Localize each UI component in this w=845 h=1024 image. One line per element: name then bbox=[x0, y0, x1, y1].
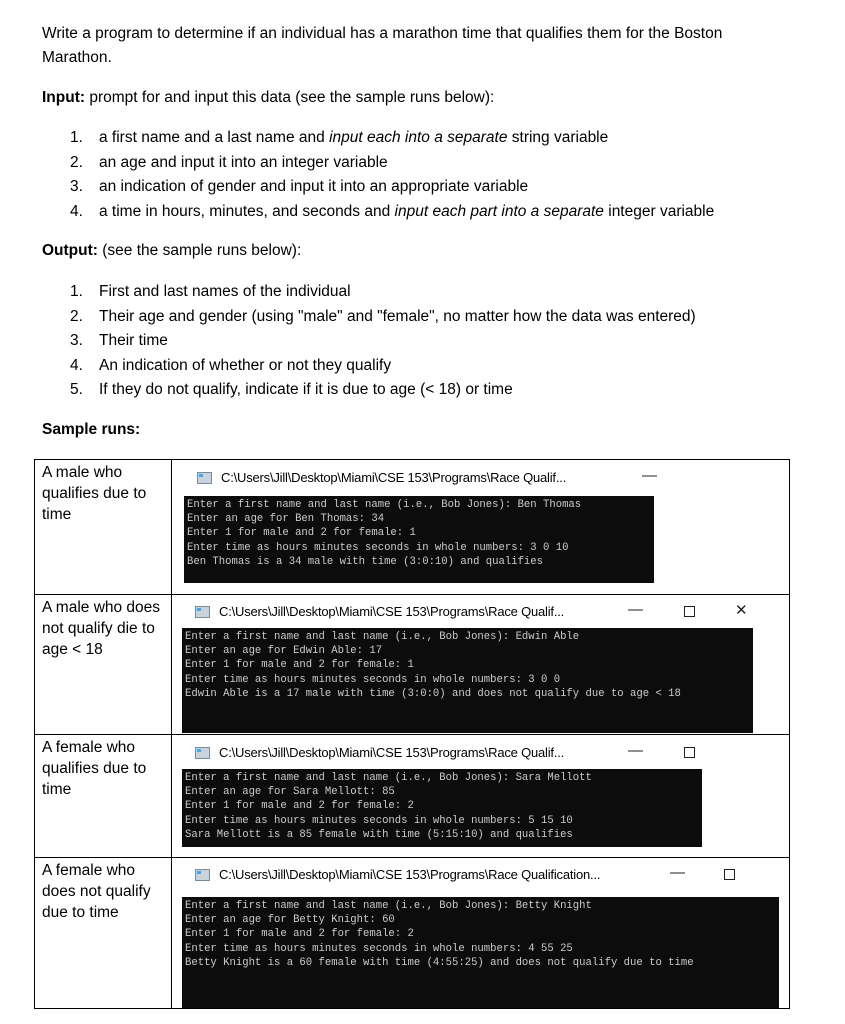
maximize-button[interactable] bbox=[724, 869, 735, 880]
intro-paragraph bbox=[42, 22, 812, 70]
close-button[interactable]: ✕ bbox=[735, 602, 748, 619]
intro-line-2: Marathon. bbox=[42, 49, 112, 66]
maximize-button[interactable] bbox=[684, 747, 695, 758]
table-row bbox=[35, 735, 789, 858]
list-item: 4. An indication of whether or not they qualify bbox=[70, 356, 392, 374]
list-item: 3. an indication of gender and input it into an appropriate variable bbox=[70, 178, 529, 195]
window-titlebar bbox=[184, 461, 657, 494]
console-window bbox=[182, 595, 788, 733]
console-output: Enter a first name and last name (i.e., Bob Jones): Ben Thomas Enter an age for Ben Thomas: 34 Enter 1 for male and 2 for female: 1 Enter time as hours minutes seconds in whole numbers: 3 0 10 Ben Thomas is a 34 male with time (3:0:10) and qualifies bbox=[184, 496, 654, 583]
window-titlebar bbox=[182, 595, 788, 628]
table-row bbox=[35, 595, 789, 735]
table-row bbox=[35, 858, 789, 1009]
list-item: 2. Their age and gender (using "male" and "female", no matter how the data was entered) bbox=[70, 307, 696, 325]
list-item: 1. a first name and a last name and input each into a separate string variable bbox=[70, 129, 609, 146]
list-item: 3. Their time bbox=[70, 332, 168, 349]
console-window bbox=[182, 736, 702, 847]
console-window bbox=[184, 461, 657, 583]
output-label: Output: bbox=[42, 242, 98, 259]
window-title: C:\Users\Jill\Desktop\Miami\CSE 153\Programs\Race Qualification... bbox=[219, 867, 601, 882]
list-item: 2. an age and input it into an integer variable bbox=[70, 153, 388, 171]
console-output: Enter a first name and last name (i.e., Bob Jones): Sara Mellott Enter an age for Sara Mellott: 85 Enter 1 for male and 2 for female: 2 Enter time as hours minutes seconds in whole numbers: 5 15 10 Sara Mellott is a 85 female with time (5:15:10) and qualifies bbox=[182, 769, 702, 847]
minimize-button[interactable]: — bbox=[642, 467, 657, 484]
sample-label: A male who does not qualify die to age < 18 bbox=[35, 595, 172, 734]
table-row bbox=[35, 460, 789, 595]
list-item: 5. If they do not qualify, indicate if it is due to age (< 18) or time bbox=[70, 381, 513, 398]
sample-label: A male who qualifies due to time bbox=[35, 460, 172, 594]
console-app-icon bbox=[195, 606, 210, 618]
window-title: C:\Users\Jill\Desktop\Miami\CSE 153\Programs\Race Qualif... bbox=[219, 745, 565, 760]
console-app-icon bbox=[197, 472, 212, 484]
console-app-icon bbox=[195, 747, 210, 759]
input-description: prompt for and input this data (see the sample runs below): bbox=[85, 89, 495, 106]
sample-label: A female who qualifies due to time bbox=[35, 735, 172, 857]
console-app-icon bbox=[195, 869, 210, 881]
console-window bbox=[182, 858, 789, 1008]
output-heading bbox=[42, 242, 301, 260]
list-item: 1. First and last names of the individual bbox=[70, 283, 351, 300]
sample-label: A female who does not qualify due to time bbox=[35, 858, 172, 1009]
intro-line-1: Write a program to determine if an individual has a marathon time that qualifies them for the Boston bbox=[42, 25, 723, 42]
minimize-button[interactable]: — bbox=[628, 742, 643, 759]
minimize-button[interactable]: — bbox=[670, 864, 685, 881]
output-description: (see the sample runs below): bbox=[97, 242, 302, 259]
window-titlebar bbox=[182, 736, 702, 769]
list-item: 4. a time in hours, minutes, and seconds and input each part into a separate integer variable bbox=[70, 202, 715, 220]
input-heading bbox=[42, 89, 494, 107]
maximize-button[interactable] bbox=[684, 606, 695, 617]
sample-runs-table bbox=[34, 459, 790, 1009]
minimize-button[interactable]: — bbox=[628, 601, 643, 618]
console-output: Enter a first name and last name (i.e., Bob Jones): Edwin Able Enter an age for Edwin Able: 17 Enter 1 for male and 2 for female: 1 Enter time as hours minutes seconds in whole numbers: 3 0 0 Edwin Able is a 17 male with time (3:0:0) and does not qualify due to age < 18 bbox=[182, 628, 753, 733]
window-title: C:\Users\Jill\Desktop\Miami\CSE 153\Programs\Race Qualif... bbox=[221, 470, 567, 485]
input-label: Input: bbox=[42, 89, 86, 106]
window-title: C:\Users\Jill\Desktop\Miami\CSE 153\Programs\Race Qualif... bbox=[219, 604, 565, 619]
sample-runs-heading: Sample runs: bbox=[42, 421, 141, 438]
output-list bbox=[70, 280, 696, 403]
console-output: Enter a first name and last name (i.e., Bob Jones): Betty Knight Enter an age for Betty Knight: 60 Enter 1 for male and 2 for female: 2 Enter time as hours minutes seconds in whole numbers: 4 55 25 Betty Knight is a 60 female with time (4:55:25) and does not qualify due to time bbox=[182, 897, 779, 1008]
input-list bbox=[70, 126, 714, 224]
window-titlebar bbox=[182, 858, 789, 891]
